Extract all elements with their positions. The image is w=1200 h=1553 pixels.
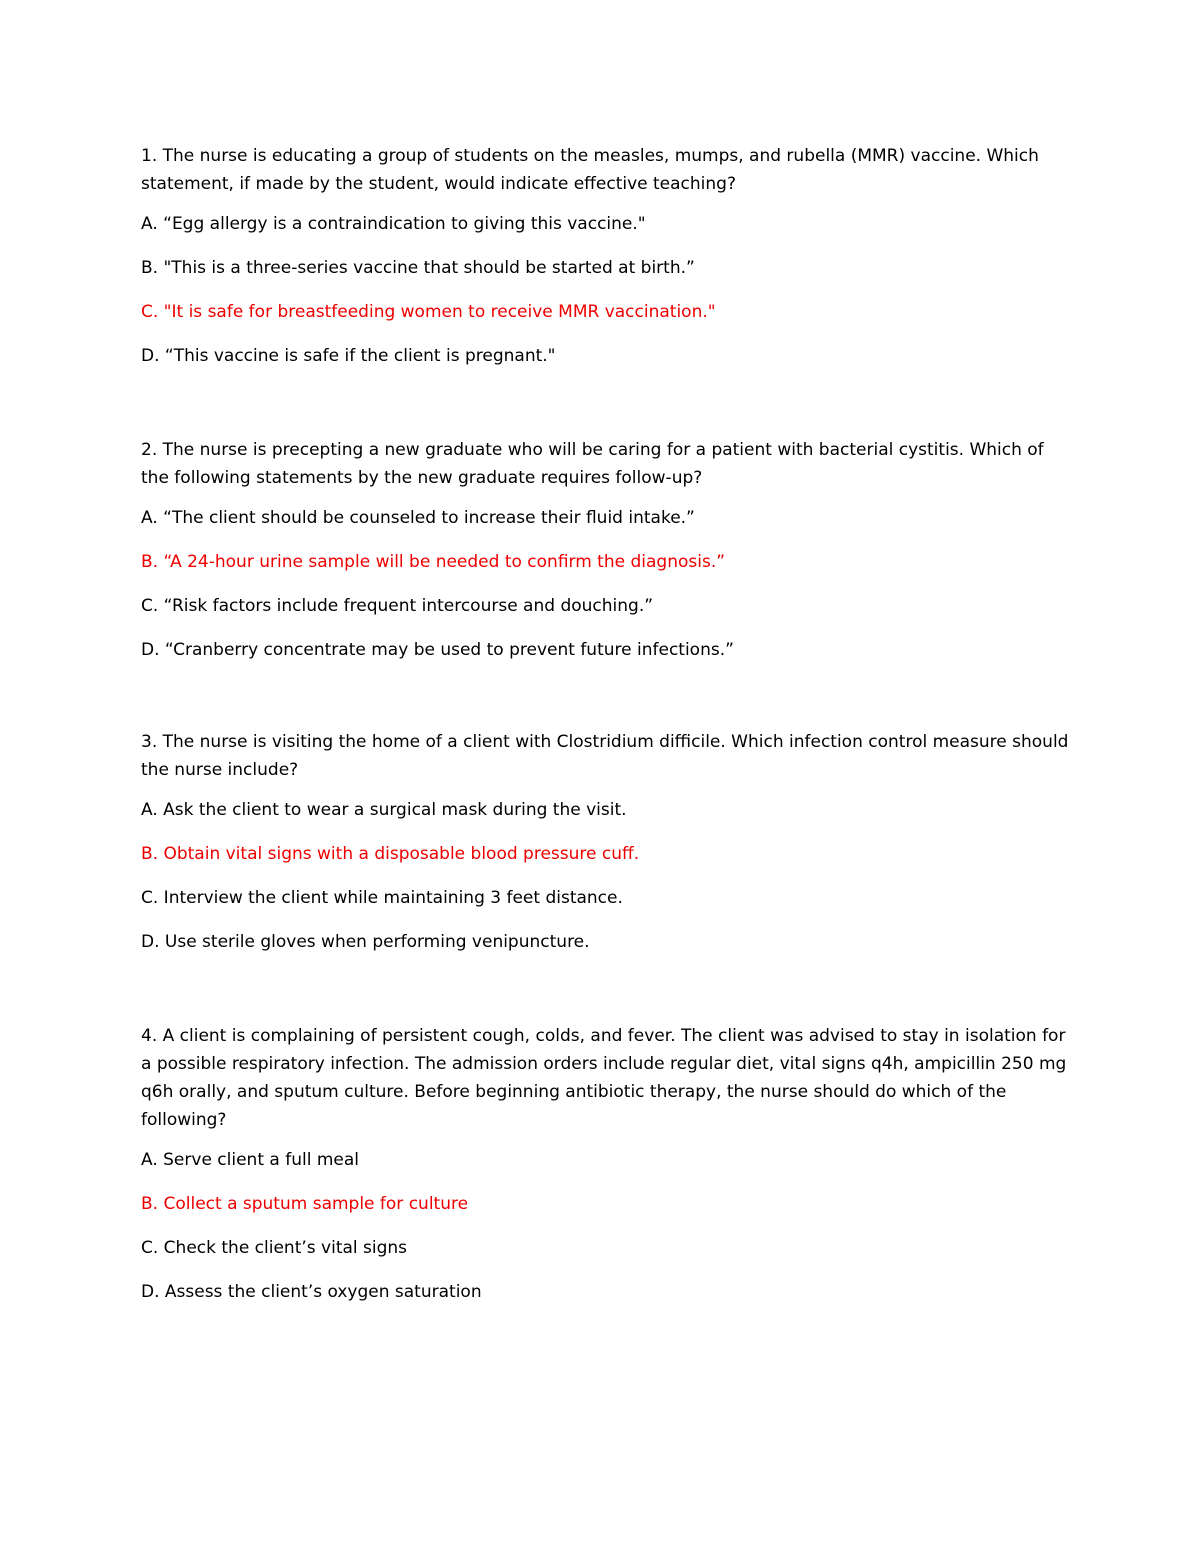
question-3-option-b-correct: B. Obtain vital signs with a disposable blood pressure cuff. (141, 844, 640, 864)
question-2-option-d: D. “Cranberry concentrate may be used to prevent future infections.” (141, 640, 734, 660)
question-4-option-d: D. Assess the client’s oxygen saturation (141, 1282, 482, 1302)
question-1-option-b: B. "This is a three-series vaccine that should be started at birth.” (141, 258, 695, 278)
question-3-option-c: C. Interview the client while maintaining 3 feet distance. (141, 888, 623, 908)
question-1 (141, 142, 1071, 386)
question-2 (141, 436, 1071, 680)
question-2-option-a: A. “The client should be counseled to increase their fluid intake.” (141, 508, 695, 528)
question-1-option-a: A. “Egg allergy is a contraindication to giving this vaccine." (141, 214, 646, 234)
question-3-text: 3. The nurse is visiting the home of a client with Clostridium difficile. Which infection control measure should the nurse include? (141, 732, 1069, 780)
question-1-option-c-correct: C. "It is safe for breastfeeding women to receive MMR vaccination." (141, 302, 716, 322)
question-4-text: 4. A client is complaining of persistent cough, colds, and fever. The client was advised to stay in isolation for a possible respiratory infection. The admission orders include regular diet, vital signs q4h, ampicillin 250 mg q6h orally, and sputum culture. Before beginning antibiotic therapy, the nurse should do which of the following? (141, 1026, 1067, 1130)
question-4 (141, 1022, 1071, 1322)
question-1-option-d: D. “This vaccine is safe if the client is pregnant." (141, 346, 556, 366)
question-4-option-b-correct: B. Collect a sputum sample for culture (141, 1194, 469, 1214)
question-2-text: 2. The nurse is precepting a new graduate who will be caring for a patient with bacterial cystitis. Which of the following statements by the new graduate requires follow-up? (141, 440, 1044, 488)
question-2-option-b-correct: B. “A 24-hour urine sample will be needed to confirm the diagnosis.” (141, 552, 726, 572)
question-1-text: 1. The nurse is educating a group of students on the measles, mumps, and rubella (MMR) vaccine. Which statement, if made by the student, would indicate effective teaching? (141, 146, 1039, 194)
question-3-option-a: A. Ask the client to wear a surgical mask during the visit. (141, 800, 627, 820)
question-3 (141, 728, 1071, 972)
question-4-option-a: A. Serve client a full meal (141, 1150, 359, 1170)
question-2-option-c: C. “Risk factors include frequent intercourse and douching.” (141, 596, 654, 616)
question-4-option-c: C. Check the client’s vital signs (141, 1238, 408, 1258)
question-3-option-d: D. Use sterile gloves when performing venipuncture. (141, 932, 590, 952)
